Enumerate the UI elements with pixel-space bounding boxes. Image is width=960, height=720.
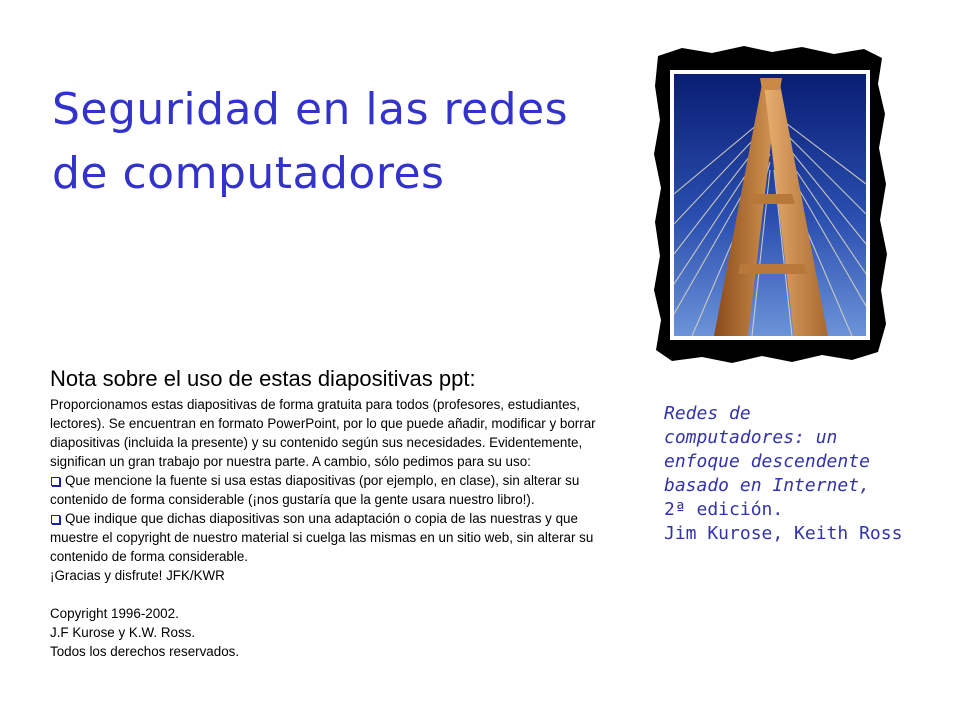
checkbox-bullet-icon: [51, 477, 60, 486]
copyright-line-1: Copyright 1996-2002.: [50, 606, 179, 621]
book-edition: 2ª edición.: [664, 499, 784, 520]
title-line-2: de computadores: [52, 148, 445, 199]
bridge-photo-icon: [652, 44, 888, 364]
slide-title: [52, 78, 652, 206]
note-body: [50, 395, 610, 661]
note-spacer: [50, 585, 610, 604]
copyright-line-2: J.F Kurose y K.W. Ross.: [50, 625, 196, 640]
title-line-1: Seguridad en las redes: [52, 84, 569, 135]
book-title-line-4: basado en Internet,: [664, 475, 870, 496]
copyright-line-3: Todos los derechos reservados.: [50, 644, 240, 659]
book-authors: Jim Kurose, Keith Ross: [664, 523, 903, 544]
note-bullet-2-text: Que indique que dichas diapositivas son una adaptación o copia de las nuestras y que muestre el copyright de nuestro material si cuelga las mismas en un sitio web, sin alterar su contenido de forma considerable.: [50, 511, 594, 564]
note-bullet-1: [50, 471, 610, 509]
note-thanks: ¡Gracias y disfrute! JFK/KWR: [50, 568, 225, 583]
checkbox-bullet-icon: [51, 515, 60, 524]
note-bullet-2: [50, 509, 610, 566]
note-intro: Proporcionamos estas diapositivas de forma gratuita para todos (profesores, estudiantes, lectores). Se encuentran en formato PowerPoint, por lo que puede añadir, modificar y borrar diapositivas (incluida la presente) y su contenido según sus necesidades. Evidentemente, significan un gran trabajo por nuestra parte. A cambio, sólo pedimos para su uso:: [50, 397, 596, 469]
book-title-line-2: computadores: un: [664, 427, 838, 448]
book-info: [664, 402, 954, 546]
book-title-line-3: enfoque descendente: [664, 451, 870, 472]
note-heading: Nota sobre el uso de estas diapositivas ppt:: [50, 366, 476, 391]
note-bullet-1-text: Que mencione la fuente si usa estas diapositivas (por ejemplo, en clase), sin alterar su contenido de forma considerable (¡nos gustaría que la gente usara nuestro libro!).: [50, 473, 580, 507]
usage-note: [50, 364, 610, 661]
book-title-line-1: Redes de: [664, 403, 751, 424]
